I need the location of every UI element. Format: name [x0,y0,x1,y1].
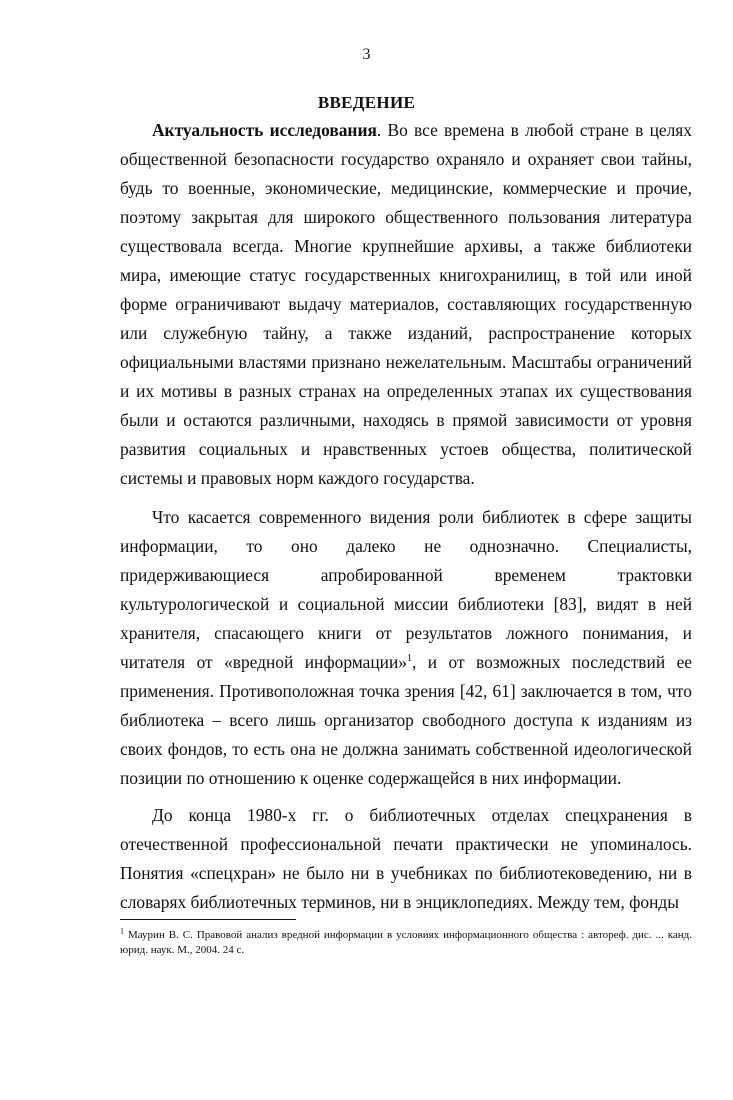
libraries-role-text-1: Что касается современного видения роли библиотек в сфере защиты информации, то оно далеко не однозначно. Специалисты, придерживающиеся апробированной временем трактовки культурологической и социальной миссии библиотеки [83], видят в ней хранителя, спасающего книги от результатов ложного понимания, и читателя от «вредной информации» [120,507,692,672]
libraries-role-text-2: , и от возможных последствий ее применения. Противоположная точка зрения [42, 61] заключается в том, что библиотека – всего лишь организатор свободного доступа к изданиям из своих фондов, то есть она не должна занимать собственной идеологической позиции по отношению к оценке содержащейся в них информации. [120,652,693,788]
page-number: 3 [362,46,371,63]
main-text [120,116,692,917]
footnote-divider [120,919,296,920]
footnote [120,928,692,958]
footnote-reference[interactable]: 1 [406,653,412,665]
relevance-text: . Во все времена в любой стране в целях общественной безопасности государство охраняло и охраняет свои тайны, будь то военные, экономические, медицинские, коммерческие и прочие, поэтому закрытая для широкого общественного пользования литература существовала всегда. Многие крупнейшие архивы, а также библиотеки мира, имеющие статус государственных книгохранилищ, в той или иной форме ограничивают выдачу материалов, составляющих государственную или служебную тайну, а также изданий, распространение которых официальными властями признано нежелательным. Масштабы ограничений и их мотивы в разных странах на определенных этапах их существования были и остаются различными, находясь в прямой зависимости от уровня развития социальных и нравственных устоев общества, политической системы и правовых норм каждого государства. [120,120,692,488]
section-heading: ВВЕДЕНИЕ [317,93,416,112]
footnote-number: 1 [120,926,124,936]
paragraph-spetskhran: До конца 1980-х гг. о библиотечных отделах спецхранения в отечественной профессиональной печати практически не упоминалось. Понятия «спецхран» не было ни в учебниках по библиотековедению, ни в словарях библиотечных терминов, ни в энциклопедиях. Между тем, фонды [120,805,692,912]
paragraph-libraries-role [120,503,692,793]
relevance-lead: Актуальность исследования [152,120,377,140]
footnote-text: Маурин В. С. Правовой анализ вредной информации в условиях информационного общества : автореф. дис. ... канд. юрид. наук. М., 2004. 24 с. [120,929,692,956]
paragraph-relevance [120,116,692,493]
